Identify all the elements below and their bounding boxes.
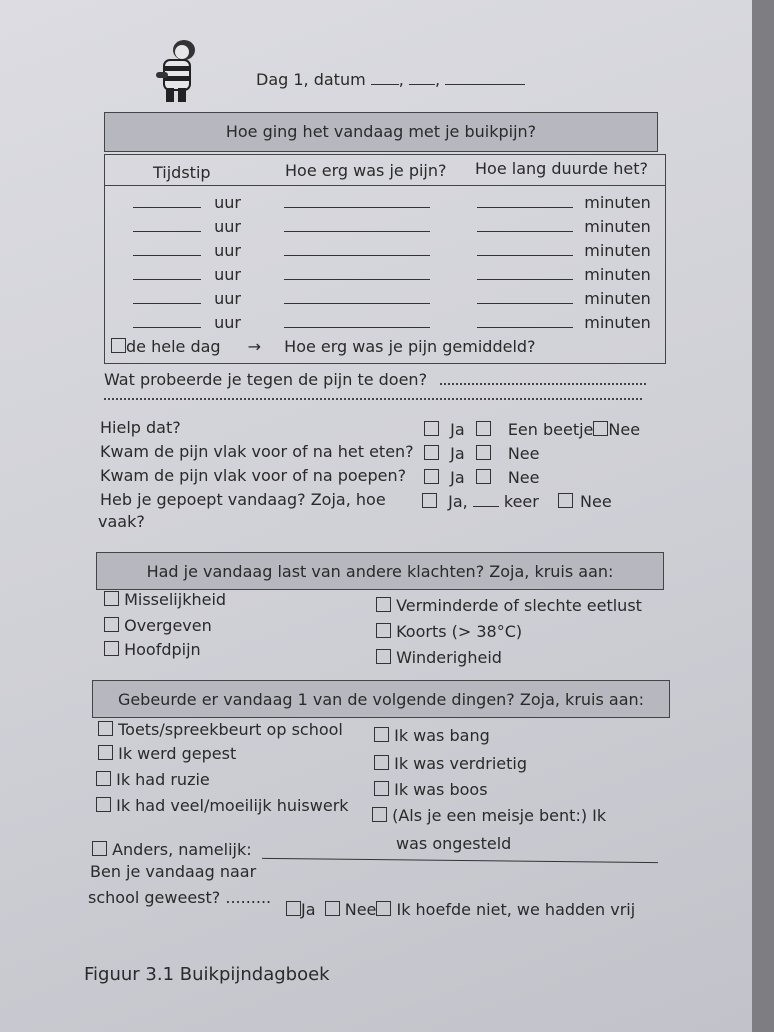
arrow-right-icon: → [247, 337, 262, 356]
duration-field[interactable] [477, 291, 573, 304]
severity-field[interactable] [284, 315, 430, 328]
col-severity-header: Hoe erg was je pijn? [285, 161, 447, 180]
table-row [133, 193, 651, 212]
duration-unit: minuten [584, 193, 651, 212]
date-separator: , [434, 70, 441, 89]
eating-yes-checkbox[interactable] [424, 445, 439, 460]
duration-unit: minuten [584, 217, 651, 236]
duration-field[interactable] [477, 267, 573, 280]
time-unit: uur [214, 241, 241, 260]
event-item: Ik had veel/moeilijk huiswerk [96, 796, 349, 815]
scared-checkbox[interactable] [374, 727, 389, 742]
date-year-field[interactable] [445, 72, 525, 85]
complaint-item: Koorts (> 38°C) [376, 622, 522, 641]
vomiting-checkbox[interactable] [104, 617, 119, 632]
poop-question: Kwam de pijn vlak voor of na poepen? [100, 466, 407, 485]
duration-unit: minuten [584, 241, 651, 260]
school-dots: ......... [225, 888, 272, 907]
pain-section-header [104, 112, 658, 152]
school-question: Ben je vandaag naar [90, 862, 257, 881]
poop-yes-checkbox[interactable] [424, 469, 439, 484]
helped-yes-checkbox[interactable] [424, 421, 439, 436]
time-field[interactable] [133, 219, 201, 232]
boy-illustration-icon [146, 36, 204, 104]
date-separator: , [398, 70, 404, 89]
duration-field[interactable] [477, 219, 573, 232]
whole-day-checkbox[interactable] [111, 338, 126, 353]
fight-checkbox[interactable] [96, 771, 111, 786]
time-unit: uur [214, 217, 241, 236]
appetite-checkbox[interactable] [376, 597, 391, 612]
table-row [133, 265, 651, 284]
duration-unit: minuten [584, 289, 651, 308]
complaint-item: Overgeven [104, 616, 212, 635]
col-time-header: Tijdstip [153, 163, 211, 182]
time-field[interactable] [133, 243, 201, 256]
nausea-checkbox[interactable] [104, 591, 119, 606]
day-label: Dag 1, datum [256, 70, 366, 89]
time-field[interactable] [133, 315, 201, 328]
tried-answer-field[interactable] [440, 371, 646, 385]
pain-section-title: Hoe ging het vandaag met je buikpijn? [225, 122, 537, 141]
complaint-item: Misselijkheid [104, 590, 226, 609]
homework-checkbox[interactable] [96, 797, 111, 812]
table-row [133, 289, 651, 308]
helped-options: Ja Een beetje Nee [424, 420, 640, 439]
time-field[interactable] [133, 291, 201, 304]
severity-field[interactable] [284, 267, 430, 280]
pooped-yes-checkbox[interactable] [422, 493, 437, 508]
sad-checkbox[interactable] [374, 755, 389, 770]
event-item: Toets/spreekbeurt op school [98, 720, 343, 739]
school-free-checkbox[interactable] [376, 901, 391, 916]
time-unit: uur [214, 313, 241, 332]
poop-no-checkbox[interactable] [476, 469, 491, 484]
table-row [133, 217, 651, 236]
complaint-item: Verminderde of slechte eetlust [376, 596, 642, 615]
helped-question: Hielp dat? [100, 418, 181, 437]
complaint-item: Hoofdpijn [104, 640, 201, 659]
pooped-options: Ja, keer Nee [422, 492, 612, 511]
eating-options: Ja Nee [424, 444, 539, 463]
school-question-cont: school geweest? ......... [88, 888, 272, 907]
day-date-line [256, 70, 525, 89]
angry-checkbox[interactable] [374, 781, 389, 796]
period-checkbox[interactable] [372, 807, 387, 822]
event-item: Ik was boos [374, 780, 488, 799]
complaints-header [96, 552, 664, 590]
table-row [133, 241, 651, 260]
pooped-question: Heb je gepoept vandaag? Zoja, hoe [100, 490, 386, 509]
duration-unit: minuten [584, 313, 651, 332]
headache-checkbox[interactable] [104, 641, 119, 656]
event-item: (Als je een meisje bent:) Ik [372, 806, 606, 825]
severity-field[interactable] [284, 291, 430, 304]
school-no-checkbox[interactable] [325, 901, 340, 916]
pooped-question-cont: vaak? [98, 512, 145, 531]
events-header [92, 680, 670, 718]
poop-options: Ja Nee [424, 468, 539, 487]
time-field[interactable] [133, 195, 201, 208]
tried-question: Wat probeerde je tegen de pijn te doen? [104, 370, 646, 389]
pooped-times-field[interactable] [473, 494, 499, 507]
time-field[interactable] [133, 267, 201, 280]
time-unit: uur [214, 265, 241, 284]
event-item: Ik was bang [374, 726, 490, 745]
duration-field[interactable] [477, 243, 573, 256]
figure-caption: Figuur 3.1 Buikpijndagboek [84, 964, 330, 985]
event-item: Ik was verdrietig [374, 754, 527, 773]
eating-no-checkbox[interactable] [476, 445, 491, 460]
table-row [133, 313, 651, 332]
table-header-divider [105, 185, 665, 186]
average-pain-question: Hoe erg was je pijn gemiddeld? [284, 337, 536, 356]
pain-table [104, 154, 666, 364]
bullied-checkbox[interactable] [98, 745, 113, 760]
event-item: Ik had ruzie [96, 770, 210, 789]
date-day-field[interactable] [371, 72, 399, 85]
duration-unit: minuten [584, 265, 651, 284]
school-yes-checkbox[interactable] [286, 901, 301, 916]
duration-field[interactable] [477, 315, 573, 328]
eating-question: Kwam de pijn vlak voor of na het eten? [100, 442, 414, 461]
helped-bit-checkbox[interactable] [476, 421, 491, 436]
tried-answer-field-2[interactable] [104, 398, 642, 400]
time-unit: uur [214, 193, 241, 212]
event-item-cont: was ongesteld [396, 834, 512, 853]
severity-field[interactable] [284, 219, 430, 232]
other-answer-field[interactable] [262, 858, 658, 863]
duration-field[interactable] [477, 195, 573, 208]
event-item: Ik werd gepest [98, 744, 236, 763]
other-event: Anders, namelijk: [92, 840, 252, 859]
complaints-title: Had je vandaag last van andere klachten? Zoja, kruis aan: [146, 562, 614, 581]
school-options: Ja Nee Ik hoefde niet, we hadden vrij [286, 900, 635, 919]
severity-field[interactable] [284, 195, 430, 208]
fever-checkbox[interactable] [376, 623, 391, 638]
helped-no-checkbox[interactable] [593, 421, 608, 436]
whole-day-label: de hele dag [126, 337, 221, 356]
whole-day-row [111, 337, 536, 356]
pooped-no-checkbox[interactable] [558, 493, 573, 508]
date-month-field[interactable] [409, 72, 435, 85]
severity-field[interactable] [284, 243, 430, 256]
time-unit: uur [214, 289, 241, 308]
col-duration-header: Hoe lang duurde het? [475, 159, 648, 178]
other-checkbox[interactable] [92, 841, 107, 856]
events-title: Gebeurde er vandaag 1 van de volgende dingen? Zoja, kruis aan: [117, 690, 645, 709]
complaint-item: Winderigheid [376, 648, 502, 667]
flatulence-checkbox[interactable] [376, 649, 391, 664]
test-checkbox[interactable] [98, 721, 113, 736]
